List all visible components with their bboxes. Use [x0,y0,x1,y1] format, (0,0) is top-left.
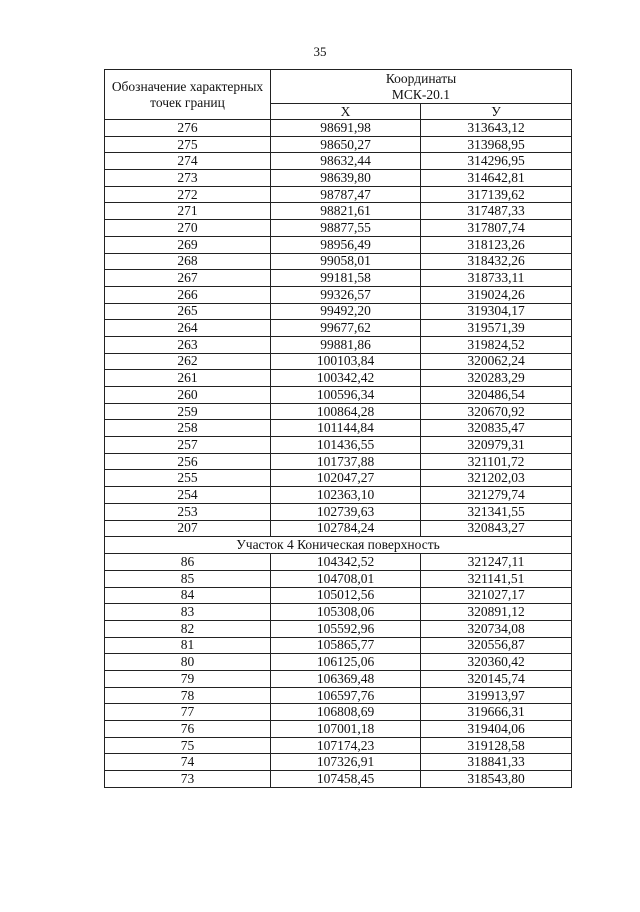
table-row [105,470,572,487]
x-cell: 106808,69 [271,704,421,721]
x-cell: 98787,47 [271,186,421,203]
y-cell: 318123,26 [421,236,572,253]
table-row [105,487,572,504]
table-row [105,420,572,437]
table-row [105,721,572,738]
point-cell: 268 [105,253,271,270]
section-label: Участок 4 Коническая поверхность [105,537,572,554]
y-cell: 321101,72 [421,453,572,470]
table-body-part2 [105,554,572,788]
y-cell: 320486,54 [421,387,572,404]
x-cell: 100342,42 [271,370,421,387]
x-cell: 98650,27 [271,136,421,153]
table-row [105,120,572,137]
point-cell: 260 [105,387,271,404]
point-cell: 253 [105,503,271,520]
point-cell: 263 [105,336,271,353]
x-cell: 105308,06 [271,604,421,621]
table-row [105,253,572,270]
point-cell: 274 [105,153,271,170]
section-row [105,537,572,554]
header-point-designation: Обозначение характерных точек границ [105,70,271,120]
x-cell: 101737,88 [271,453,421,470]
section-body [105,537,572,554]
x-cell: 107174,23 [271,737,421,754]
y-cell: 319666,31 [421,704,572,721]
x-cell: 100103,84 [271,353,421,370]
y-cell: 314296,95 [421,153,572,170]
x-cell: 99881,86 [271,336,421,353]
point-cell: 255 [105,470,271,487]
table-row [105,170,572,187]
x-cell: 98639,80 [271,170,421,187]
table-row [105,587,572,604]
x-cell: 106597,76 [271,687,421,704]
table-row [105,320,572,337]
y-cell: 321247,11 [421,554,572,571]
table-row [105,754,572,771]
table-row [105,403,572,420]
y-cell: 317139,62 [421,186,572,203]
y-cell: 320835,47 [421,420,572,437]
y-cell: 318841,33 [421,754,572,771]
y-cell: 321279,74 [421,487,572,504]
x-cell: 98956,49 [271,236,421,253]
y-cell: 319571,39 [421,320,572,337]
y-cell: 320283,29 [421,370,572,387]
y-cell: 317487,33 [421,203,572,220]
header-x: Х [271,104,421,120]
table-row [105,654,572,671]
y-cell: 320843,27 [421,520,572,537]
y-cell: 319024,26 [421,286,572,303]
table-row [105,336,572,353]
y-cell: 320891,12 [421,604,572,621]
x-cell: 100864,28 [271,403,421,420]
x-cell: 101436,55 [271,437,421,454]
x-cell: 98691,98 [271,120,421,137]
table-row [105,236,572,253]
header-y: У [421,104,572,120]
y-cell: 320979,31 [421,437,572,454]
x-cell: 106369,48 [271,671,421,688]
x-cell: 102363,10 [271,487,421,504]
table-row [105,671,572,688]
table-row [105,570,572,587]
point-cell: 273 [105,170,271,187]
x-cell: 98877,55 [271,220,421,237]
x-cell: 105592,96 [271,620,421,637]
x-cell: 98632,44 [271,153,421,170]
table-row [105,353,572,370]
y-cell: 320556,87 [421,637,572,654]
header-coordinate-system: МСК-20.1 [391,86,451,102]
y-cell: 320670,92 [421,403,572,420]
x-cell: 102739,63 [271,503,421,520]
point-cell: 77 [105,704,271,721]
point-cell: 79 [105,671,271,688]
x-cell: 107001,18 [271,721,421,738]
table-row [105,270,572,287]
table-row [105,554,572,571]
x-cell: 105012,56 [271,587,421,604]
point-cell: 207 [105,520,271,537]
x-cell: 104708,01 [271,570,421,587]
point-cell: 256 [105,453,271,470]
x-cell: 105865,77 [271,637,421,654]
page-number: 35 [313,44,327,59]
x-cell: 99058,01 [271,253,421,270]
y-cell: 320062,24 [421,353,572,370]
table-row [105,704,572,721]
point-cell: 75 [105,737,271,754]
point-cell: 271 [105,203,271,220]
table-row [105,520,572,537]
point-cell: 275 [105,136,271,153]
header-coordinates-title: Координаты [385,70,457,86]
point-cell: 85 [105,570,271,587]
point-cell: 81 [105,637,271,654]
table-row [105,153,572,170]
point-cell: 257 [105,437,271,454]
point-cell: 76 [105,721,271,738]
y-cell: 320734,08 [421,620,572,637]
table-row [105,136,572,153]
x-cell: 100596,34 [271,387,421,404]
table-row [105,687,572,704]
point-cell: 73 [105,771,271,788]
point-cell: 82 [105,620,271,637]
y-cell: 319128,58 [421,737,572,754]
point-cell: 78 [105,687,271,704]
point-cell: 266 [105,286,271,303]
x-cell: 102047,27 [271,470,421,487]
header-coordinates [271,70,572,104]
point-cell: 86 [105,554,271,571]
y-cell: 318432,26 [421,253,572,270]
y-cell: 314642,81 [421,170,572,187]
table-body-part1 [105,120,572,537]
table-row [105,503,572,520]
x-cell: 107458,45 [271,771,421,788]
x-cell: 99181,58 [271,270,421,287]
y-cell: 321027,17 [421,587,572,604]
table-row [105,637,572,654]
table-row [105,220,572,237]
y-cell: 318543,80 [421,771,572,788]
point-cell: 262 [105,353,271,370]
x-cell: 104342,52 [271,554,421,571]
x-cell: 106125,06 [271,654,421,671]
y-cell: 319304,17 [421,303,572,320]
point-cell: 264 [105,320,271,337]
table-row [105,771,572,788]
point-cell: 272 [105,186,271,203]
table-row [105,737,572,754]
point-cell: 270 [105,220,271,237]
y-cell: 319913,97 [421,687,572,704]
y-cell: 313643,12 [421,120,572,137]
y-cell: 318733,11 [421,270,572,287]
point-cell: 265 [105,303,271,320]
x-cell: 102784,24 [271,520,421,537]
y-cell: 319404,06 [421,721,572,738]
point-cell: 276 [105,120,271,137]
x-cell: 99492,20 [271,303,421,320]
table-row [105,620,572,637]
y-cell: 321341,55 [421,503,572,520]
table-row [105,604,572,621]
table-row [105,453,572,470]
x-cell: 99326,57 [271,286,421,303]
table-row [105,203,572,220]
coordinates-table [104,69,572,788]
point-cell: 269 [105,236,271,253]
y-cell: 320360,42 [421,654,572,671]
point-cell: 254 [105,487,271,504]
table-row [105,186,572,203]
point-cell: 80 [105,654,271,671]
y-cell: 321202,03 [421,470,572,487]
x-cell: 107326,91 [271,754,421,771]
y-cell: 320145,74 [421,671,572,688]
table-row [105,370,572,387]
x-cell: 98821,61 [271,203,421,220]
point-cell: 83 [105,604,271,621]
y-cell: 319824,52 [421,336,572,353]
point-cell: 259 [105,403,271,420]
point-cell: 74 [105,754,271,771]
x-cell: 99677,62 [271,320,421,337]
y-cell: 313968,95 [421,136,572,153]
table-row [105,286,572,303]
y-cell: 317807,74 [421,220,572,237]
y-cell: 321141,51 [421,570,572,587]
x-cell: 101144,84 [271,420,421,437]
point-cell: 258 [105,420,271,437]
table-row [105,437,572,454]
point-cell: 267 [105,270,271,287]
table-row [105,387,572,404]
point-cell: 84 [105,587,271,604]
point-cell: 261 [105,370,271,387]
table-row [105,303,572,320]
